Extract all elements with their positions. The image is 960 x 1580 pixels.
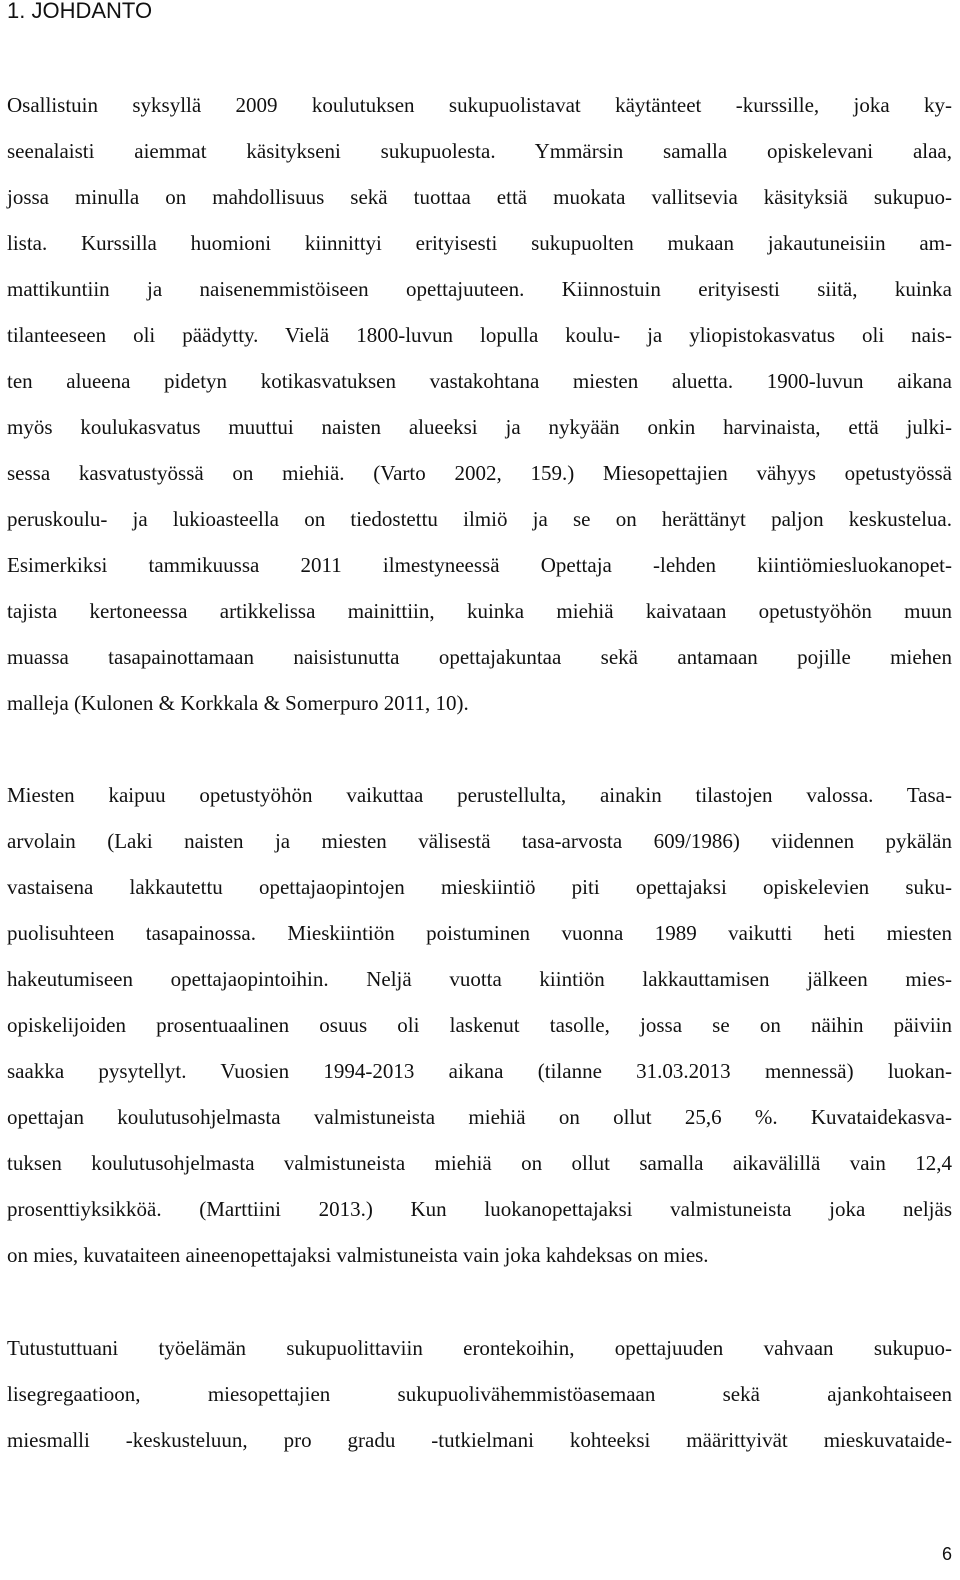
paragraph-1 (7, 82, 952, 726)
chapter-heading: 1. JOHDANTO (7, 0, 153, 23)
page-number: 6 (941, 1544, 952, 1564)
paragraph-line: muassa tasapainottamaan naisistunutta opettajakuntaa sekä antamaan pojille miehen (7, 645, 952, 669)
paragraph-line: tilanteeseen oli päädytty. Vielä 1800-luvun lopulla koulu- ja yliopistokasvatus oli nais- (7, 323, 952, 347)
paragraph-line: Miesten kaipuu opetustyöhön vaikuttaa perustellulta, ainakin tilastojen valossa. Tasa- (7, 783, 952, 807)
paragraph-line: hakeutumiseen opettajaopintoihin. Neljä vuotta kiintiön lakkauttamisen jälkeen mies- (7, 967, 952, 991)
paragraph-2 (7, 772, 952, 1278)
paragraph-line: miesmalli -keskusteluun, pro gradu -tutkielmani kohteeksi määrittyivät mieskuvataide- (7, 1428, 952, 1452)
paragraph-line: opiskelijoiden prosentuaalinen osuus oli laskenut tasolle, jossa se on näihin päiviin (7, 1013, 952, 1037)
paragraph-line: vastaisena lakkautettu opettajaopintojen mieskiintiö piti opettajaksi opiskelevien suku- (7, 875, 952, 899)
paragraph-line: ten alueena pidetyn kotikasvatuksen vastakohtana miesten aluetta. 1900-luvun aikana (7, 369, 952, 393)
paragraph-line: puolisuhteen tasapainossa. Mieskiintiön poistuminen vuonna 1989 vaikutti heti miesten (7, 921, 952, 945)
paragraph-line: saakka pysytellyt. Vuosien 1994-2013 aikana (tilanne 31.03.2013 mennessä) luokan- (7, 1059, 952, 1083)
paragraph-line: on mies, kuvataiteen aineenopettajaksi valmistuneista vain joka kahdeksas on mies. (7, 1243, 709, 1267)
paragraph-line: sessa kasvatustyössä on miehiä. (Varto 2002, 159.) Miesopettajien vähyys opetustyössä (7, 461, 952, 485)
paragraph-line: mattikuntiin ja naisenemmistöiseen opettajuuteen. Kiinnostuin erityisesti siitä, kuinka (7, 277, 952, 301)
paragraph-line: Osallistuin syksyllä 2009 koulutuksen sukupuolistavat käytänteet -kurssille, joka ky- (7, 93, 952, 117)
paragraph-3 (7, 1325, 952, 1463)
paragraph-line: Tutustuttuani työelämän sukupuolittaviin erontekoihin, opettajuuden vahvaan sukupuo- (7, 1336, 952, 1360)
paragraph-line: tajista kertoneessa artikkelissa mainittiin, kuinka miehiä kaivataan opetustyöhön muun (7, 599, 952, 623)
paragraph-line: myös koulukasvatus muuttui naisten alueeksi ja nykyään onkin harvinaista, että julki- (7, 415, 952, 439)
paragraph-line: jossa minulla on mahdollisuus sekä tuottaa että muokata vallitsevia käsityksiä sukupuo- (7, 185, 952, 209)
paragraph-line: peruskoulu- ja lukioasteella on tiedostettu ilmiö ja se on herättänyt paljon keskustelua. (7, 507, 952, 531)
paragraph-line: prosenttiyksikköä. (Marttiini 2013.) Kun luokanopettajaksi valmistuneista joka neljäs (7, 1197, 952, 1221)
paragraph-line: tuksen koulutusohjelmasta valmistuneista miehiä on ollut samalla aikavälillä vain 12,4 (7, 1151, 952, 1175)
paragraph-line: arvolain (Laki naisten ja miesten välisestä tasa-arvosta 609/1986) viidennen pykälän (7, 829, 952, 853)
paragraph-line: opettajan koulutusohjelmasta valmistuneista miehiä on ollut 25,6 %. Kuvataidekasva- (7, 1105, 952, 1129)
paragraph-line: lisegregaatioon, miesopettajien sukupuolivähemmistöasemaan sekä ajankohtaiseen (7, 1382, 952, 1406)
paragraph-line: malleja (Kulonen & Korkkala & Somerpuro 2011, 10). (7, 691, 469, 715)
paragraph-line: seenalaisti aiemmat käsitykseni sukupuolesta. Ymmärsin samalla opiskelevani alaa, (7, 139, 952, 163)
paragraph-line: Esimerkiksi tammikuussa 2011 ilmestyneessä Opettaja -lehden kiintiömiesluokanopet- (7, 553, 952, 577)
paragraph-line: lista. Kurssilla huomioni kiinnittyi erityisesti sukupuolten mukaan jakautuneisiin am- (7, 231, 952, 255)
